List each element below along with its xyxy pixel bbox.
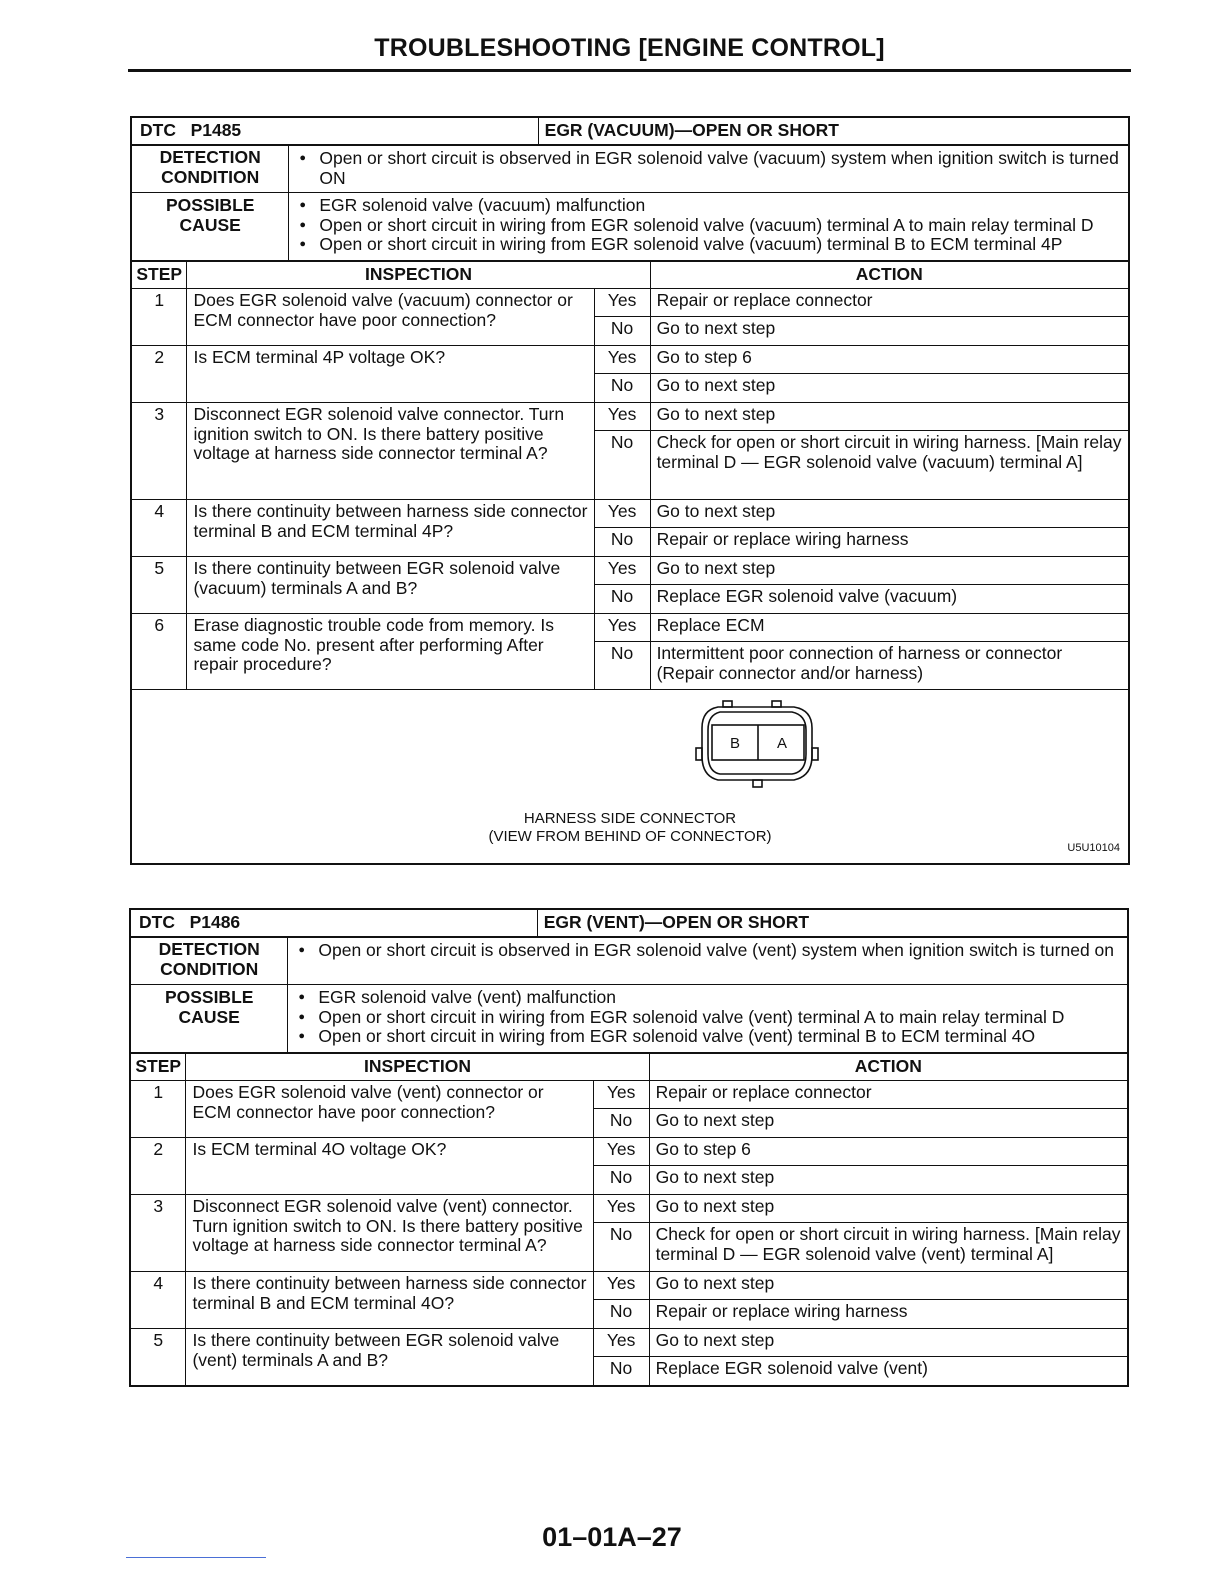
step-number: 3 xyxy=(130,1195,186,1272)
page-title: TROUBLESHOOTING [ENGINE CONTROL] xyxy=(374,34,885,62)
inspection-header: INSPECTION xyxy=(186,1053,649,1081)
yes-action: Go to step 6 xyxy=(649,1138,1128,1166)
cause-item: ● Open or short circuit in wiring from EGR solenoid valve (vacuum) terminal B to ECM terminal 4P xyxy=(295,235,1122,255)
connector-latch xyxy=(723,701,732,707)
detection-row xyxy=(130,937,1128,985)
no-action: Repair or replace wiring harness xyxy=(649,1300,1128,1329)
dtc-title: EGR (VENT)—OPEN OR SHORT xyxy=(537,909,1128,937)
dtc-title: EGR (VACUUM)—OPEN OR SHORT xyxy=(538,117,1129,145)
action-header: ACTION xyxy=(650,261,1129,289)
steps-table-p1486 xyxy=(129,1052,1129,1387)
inspection-header: INSPECTION xyxy=(187,261,650,289)
yes-label: Yes xyxy=(593,1081,649,1109)
step-number: 5 xyxy=(131,557,187,614)
dtc-label: DTC xyxy=(140,120,176,141)
possible-cause-label xyxy=(130,985,288,1053)
footer-link-rule xyxy=(126,1557,266,1558)
yes-label: Yes xyxy=(594,346,650,374)
step-inspection: Is there continuity between EGR solenoid valve (vent) terminals A and B? xyxy=(186,1329,593,1386)
cause-item: ● EGR solenoid valve (vent) malfunction xyxy=(294,988,1121,1008)
figure-caption xyxy=(132,810,1128,846)
dtc-header-row xyxy=(130,909,1128,937)
step-inspection: Is ECM terminal 4O voltage OK? xyxy=(186,1138,593,1195)
detection-label-line2: CONDITION xyxy=(161,167,260,187)
terminal-a-label: A xyxy=(776,735,788,752)
yes-action: Replace ECM xyxy=(650,614,1129,642)
steps-header-row xyxy=(130,1053,1128,1081)
no-label: No xyxy=(594,528,650,557)
no-action: Check for open or short circuit in wiring harness. [Main relay terminal D — EGR solenoid valve (vent) terminal A] xyxy=(649,1223,1128,1272)
no-label: No xyxy=(594,317,650,346)
step-row xyxy=(130,1138,1128,1166)
yes-label: Yes xyxy=(594,614,650,642)
steps-header-row xyxy=(131,261,1129,289)
detection-label-line1: DETECTION xyxy=(158,939,260,959)
detection-label xyxy=(130,937,288,985)
connector-latch xyxy=(772,701,781,707)
no-action: Intermittent poor connection of harness or connector (Repair connector and/or harness) xyxy=(650,642,1129,690)
step-row xyxy=(130,1195,1128,1223)
step-number: 2 xyxy=(131,346,187,403)
yes-label: Yes xyxy=(594,500,650,528)
step-inspection: Disconnect EGR solenoid valve (vent) connector. Turn ignition switch to ON. Is there battery positive voltage at harness side connector terminal A? xyxy=(186,1195,593,1272)
detection-text: ● Open or short circuit is observed in EGR solenoid valve (vacuum) system when ignition switch is turned ON xyxy=(295,149,1122,188)
dtc-code-cell xyxy=(131,117,538,145)
no-label: No xyxy=(593,1223,649,1272)
action-header: ACTION xyxy=(649,1053,1128,1081)
step-inspection: Does EGR solenoid valve (vacuum) connector or ECM connector have poor connection? xyxy=(187,289,594,346)
step-row xyxy=(131,403,1129,431)
step-row xyxy=(130,1329,1128,1357)
detection-text-cell xyxy=(289,145,1129,193)
no-action: Repair or replace wiring harness xyxy=(650,528,1129,557)
title-rule xyxy=(128,69,1131,72)
connector-side-tab xyxy=(812,748,818,760)
yes-action: Go to next step xyxy=(649,1272,1128,1300)
yes-label: Yes xyxy=(593,1138,649,1166)
yes-action: Go to next step xyxy=(650,557,1129,585)
step-inspection: Is there continuity between harness side connector terminal B and ECM terminal 4O? xyxy=(186,1272,593,1329)
yes-action: Go to step 6 xyxy=(650,346,1129,374)
yes-label: Yes xyxy=(594,289,650,317)
detection-label-line1: DETECTION xyxy=(159,147,261,167)
step-number: 6 xyxy=(131,614,187,690)
dtc-code: P1485 xyxy=(190,120,242,141)
step-header: STEP xyxy=(130,1053,186,1081)
yes-action: Go to next step xyxy=(649,1195,1128,1223)
step-row xyxy=(131,614,1129,642)
step-number: 1 xyxy=(131,289,187,346)
no-action: Check for open or short circuit in wiring harness. [Main relay terminal D — EGR solenoid valve (vacuum) terminal A] xyxy=(650,431,1129,500)
figure-code: U5U10104 xyxy=(1067,842,1120,854)
no-label: No xyxy=(594,431,650,500)
cause-list-cell xyxy=(288,985,1128,1053)
yes-action: Go to next step xyxy=(650,403,1129,431)
step-number: 5 xyxy=(130,1329,186,1386)
detection-text: ● Open or short circuit is observed in EGR solenoid valve (vent) system when ignition switch is turned on xyxy=(294,941,1121,961)
connector-side-tab xyxy=(696,748,702,760)
step-row xyxy=(130,1081,1128,1109)
step-number: 3 xyxy=(131,403,187,500)
possible-cause-line2: CAUSE xyxy=(179,215,241,235)
harness-connector-diagram xyxy=(690,700,824,792)
no-label: No xyxy=(593,1357,649,1386)
dtc-label: DTC xyxy=(139,912,175,933)
dtc-code: P1486 xyxy=(189,912,241,933)
figure-caption-line2: (VIEW FROM BEHIND OF CONNECTOR) xyxy=(488,828,772,845)
dtc-table-p1485 xyxy=(130,116,1130,146)
connector-figure xyxy=(131,690,1129,864)
no-label: No xyxy=(594,585,650,614)
yes-label: Yes xyxy=(594,403,650,431)
step-inspection: Is there continuity between EGR solenoid valve (vacuum) terminals A and B? xyxy=(187,557,594,614)
step-inspection: Is there continuity between harness side connector terminal B and ECM terminal 4P? xyxy=(187,500,594,557)
cause-row xyxy=(130,985,1128,1053)
steps-table-p1485 xyxy=(130,260,1130,865)
cause-row xyxy=(131,193,1129,261)
connector-bottom-tab xyxy=(753,780,762,787)
step-inspection: Disconnect EGR solenoid valve connector. Turn ignition switch to ON. Is there battery positive voltage at harness side connector terminal A? xyxy=(187,403,594,500)
step-inspection: Erase diagnostic trouble code from memory. Is same code No. present after performing After repair procedure? xyxy=(187,614,594,690)
step-row xyxy=(131,289,1129,317)
yes-label: Yes xyxy=(593,1272,649,1300)
dtc-code-cell xyxy=(130,909,537,937)
no-label: No xyxy=(594,642,650,690)
cause-item: ● Open or short circuit in wiring from EGR solenoid valve (vent) terminal B to ECM terminal 4O xyxy=(294,1027,1121,1047)
cause-item: ● Open or short circuit in wiring from EGR solenoid valve (vacuum) terminal A to main relay terminal D xyxy=(295,216,1122,236)
step-row xyxy=(130,1272,1128,1300)
step-inspection: Is ECM terminal 4P voltage OK? xyxy=(187,346,594,403)
no-action: Go to next step xyxy=(650,374,1129,403)
yes-label: Yes xyxy=(593,1195,649,1223)
page-number: 01–01A–27 xyxy=(542,1522,682,1552)
no-action: Go to next step xyxy=(649,1166,1128,1195)
step-number: 2 xyxy=(130,1138,186,1195)
detection-text-cell xyxy=(288,937,1128,985)
terminal-b-label: B xyxy=(729,735,741,752)
no-action: Go to next step xyxy=(649,1109,1128,1138)
no-label: No xyxy=(593,1300,649,1329)
possible-cause-label xyxy=(131,193,289,261)
dtc-table-p1486 xyxy=(129,908,1129,938)
yes-action: Go to next step xyxy=(649,1329,1128,1357)
yes-label: Yes xyxy=(594,557,650,585)
no-label: No xyxy=(594,374,650,403)
figure-caption-line1: HARNESS SIDE CONNECTOR xyxy=(523,810,737,827)
possible-cause-line1: POSSIBLE xyxy=(164,987,254,1007)
no-label: No xyxy=(593,1109,649,1138)
yes-action: Repair or replace connector xyxy=(650,289,1129,317)
no-action: Go to next step xyxy=(650,317,1129,346)
step-header: STEP xyxy=(131,261,187,289)
detection-row xyxy=(131,145,1129,193)
step-row xyxy=(131,557,1129,585)
cause-item: ● Open or short circuit in wiring from EGR solenoid valve (vent) terminal A to main relay terminal D xyxy=(294,1008,1121,1028)
possible-cause-line1: POSSIBLE xyxy=(165,195,255,215)
yes-label: Yes xyxy=(593,1329,649,1357)
yes-action: Go to next step xyxy=(650,500,1129,528)
no-label: No xyxy=(593,1166,649,1195)
dtc-header-row xyxy=(131,117,1129,145)
detection-label-line2: CONDITION xyxy=(160,959,259,979)
step-inspection: Does EGR solenoid valve (vent) connector or ECM connector have poor connection? xyxy=(186,1081,593,1138)
possible-cause-line2: CAUSE xyxy=(178,1007,240,1027)
step-number: 4 xyxy=(130,1272,186,1329)
cause-list-cell xyxy=(289,193,1129,261)
detection-label xyxy=(131,145,289,193)
dtc-body-p1485 xyxy=(130,144,1130,262)
no-action: Replace EGR solenoid valve (vacuum) xyxy=(650,585,1129,614)
step-row xyxy=(131,500,1129,528)
no-action: Replace EGR solenoid valve (vent) xyxy=(649,1357,1128,1386)
step-row xyxy=(131,346,1129,374)
step-number: 1 xyxy=(130,1081,186,1138)
step-number: 4 xyxy=(131,500,187,557)
figure-row xyxy=(131,690,1129,864)
yes-action: Repair or replace connector xyxy=(649,1081,1128,1109)
dtc-body-p1486 xyxy=(129,936,1129,1054)
cause-item: ● EGR solenoid valve (vacuum) malfunction xyxy=(295,196,1122,216)
